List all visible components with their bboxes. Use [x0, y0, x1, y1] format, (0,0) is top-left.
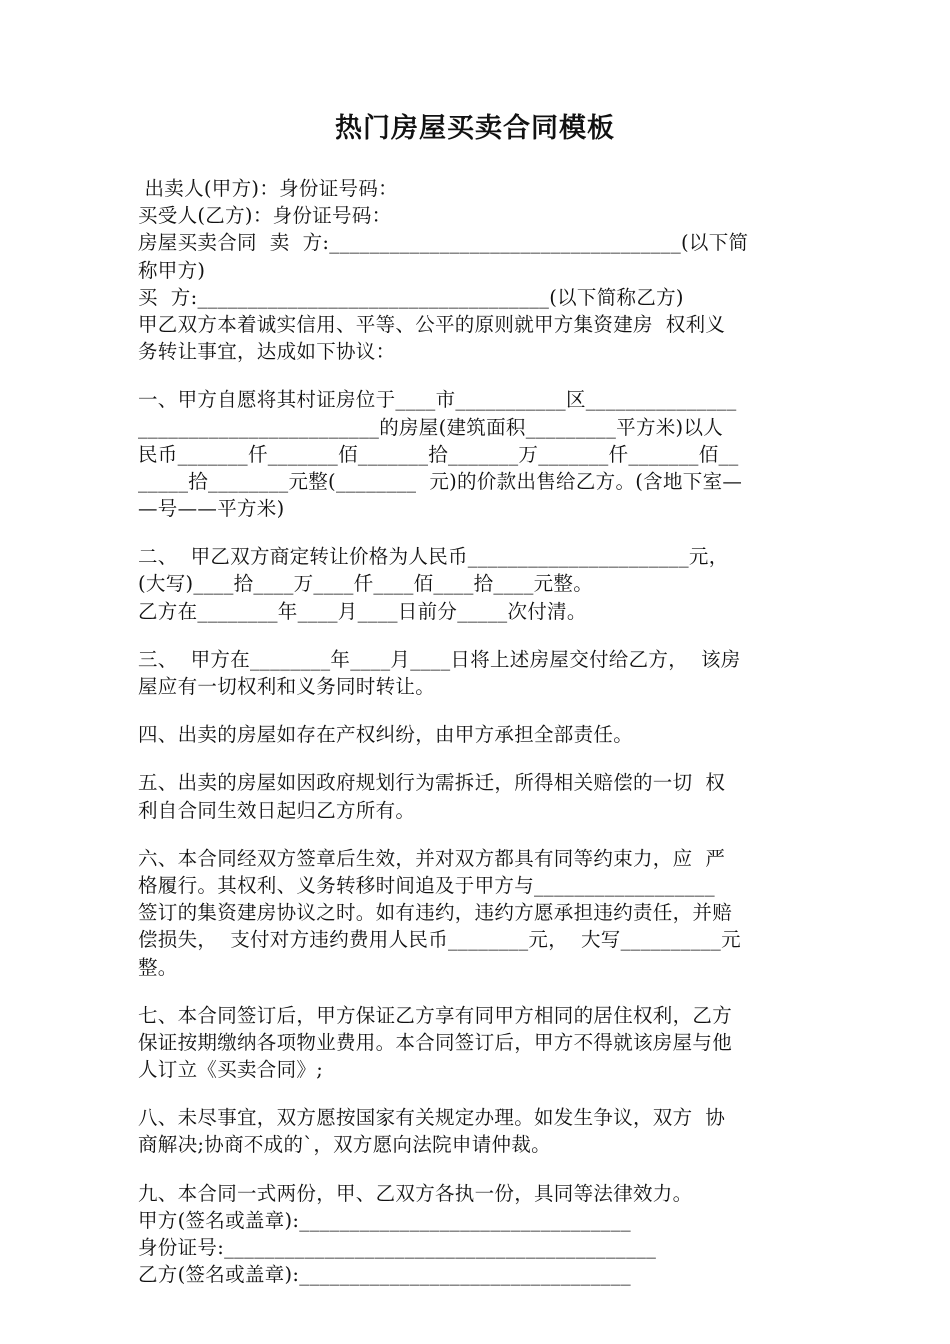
- contract-line: 称甲方): [138, 258, 206, 282]
- paragraph-gap: [138, 700, 816, 721]
- contract-line: 民币_______仟_______佰_______拾_______万_______仟_______佰__: [138, 442, 739, 466]
- contract-line: 保证按期缴纳各项物业费用。本合同签订后，甲方不得就该房屋与他: [138, 1030, 733, 1054]
- paragraph-gap: [138, 824, 816, 845]
- contract-line: ________________________的房屋(建筑面积_________平方米)以人: [138, 415, 724, 439]
- contract-line: 三、 甲方在________年____月____日将上述房屋交付给乙方， 该房: [138, 647, 741, 671]
- paragraph-gap: [138, 1159, 816, 1180]
- paragraph-gap: [138, 365, 816, 386]
- contract-line: 买受人(乙方)：身份证号码：: [138, 204, 392, 228]
- contract-line: 格履行。其权利、义务转移时间追及于甲方与__________________: [138, 873, 715, 897]
- document-title: 热门房屋买卖合同模板: [335, 113, 615, 144]
- paragraph-gap: [138, 748, 816, 769]
- contract-line: 屋应有一切权利和义务同时转让。: [138, 675, 436, 698]
- paragraph-gap: [138, 981, 816, 1002]
- contract-line: 四、出卖的房屋如存在产权纠纷，由甲方承担全部责任。: [138, 723, 634, 747]
- contract-line: 出卖人(甲方)：身份证号码：: [138, 177, 398, 200]
- contract-line: 偿损失， 支付对方违约费用人民币________元， 大写__________元: [138, 928, 741, 952]
- contract-line: _____拾________元整(________ 元)的价款出售给乙方。(含地下室—: [138, 469, 743, 493]
- contract-line: 商解决;协商不成的`，双方愿向法院申请仲裁。: [138, 1133, 551, 1157]
- paragraph-gap: [138, 1083, 816, 1104]
- contract-line: —号——平方米): [138, 497, 285, 521]
- contract-line: 甲方(签名或盖章):_________________________________: [138, 1208, 631, 1232]
- contract-line: 五、出卖的房屋如因政府规划行为需拆迁，所得相关赔偿的一切 权: [138, 771, 726, 795]
- contract-line: 人订立《买卖合同》;: [138, 1058, 324, 1082]
- contract-line: 乙方(签名或盖章):_________________________________: [138, 1263, 631, 1287]
- contract-line: 甲乙双方本着诚实信用、平等、公平的原则就甲方集资建房 权利义: [138, 312, 726, 336]
- contract-line: (大写)____拾____万____仟____佰____拾____元整。: [138, 572, 594, 596]
- contract-line: 利自合同生效日起归乙方所有。: [138, 798, 416, 822]
- contract-line: 务转让事宜，达成如下协议：: [138, 340, 396, 364]
- contract-line: 买 方:___________________________________(以下简称乙方): [138, 285, 684, 309]
- contract-line: 签订的集资建房协议之时。如有违约，违约方愿承担违约责任，并赔: [138, 901, 733, 925]
- contract-line: 八、未尽事宜，双方愿按国家有关规定办理。如发生争议，双方 协: [138, 1106, 726, 1130]
- contract-line: 二、 甲乙双方商定转让价格为人民币______________________元，: [138, 545, 729, 569]
- paragraph-gap: [138, 522, 816, 543]
- contract-line: 乙方在________年____月____日前分_____次付清。: [138, 599, 587, 623]
- contract-line: 六、本合同经双方签章后生效，并对双方都具有同等约束力，应 严: [138, 846, 726, 870]
- contract-line: 九、本合同一式两份，甲、乙双方各执一份，具同等法律效力。: [138, 1181, 693, 1205]
- contract-line: 房屋买卖合同 卖 方:___________________________________(以下简: [138, 231, 749, 255]
- contract-body: [138, 175, 816, 1288]
- contract-line: 一、甲方自愿将其村证房位于____市___________区_______________: [138, 388, 737, 412]
- contract-line: 整。: [138, 955, 178, 979]
- contract-line: 七、本合同签订后，甲方保证乙方享有同甲方相同的居住权利，乙方: [138, 1003, 733, 1027]
- contract-line: 身份证号:___________________________________________: [138, 1236, 657, 1259]
- paragraph-gap: [138, 625, 816, 646]
